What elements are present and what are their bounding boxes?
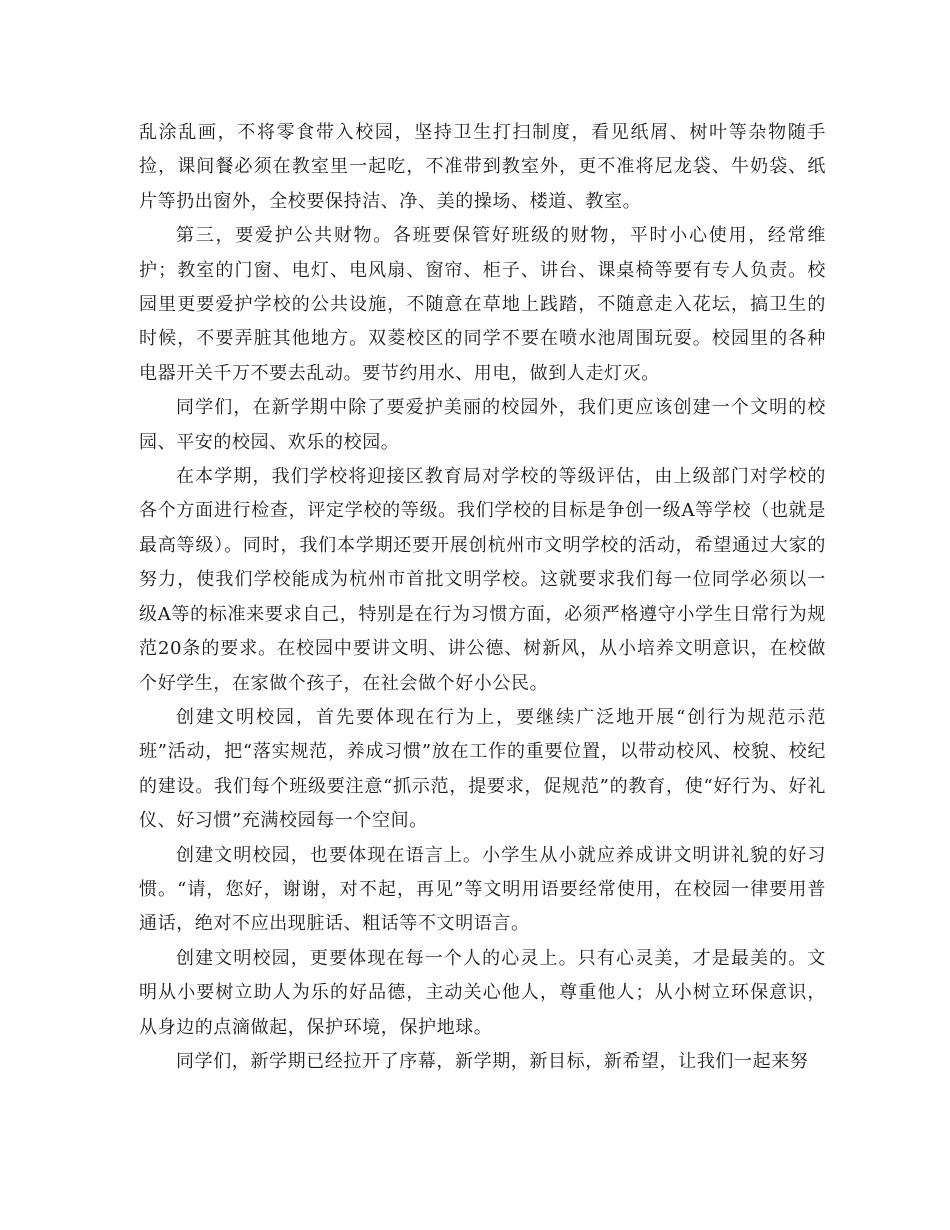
paragraph-6: 创建文明校园，也要体现在语言上。小学生从小就应养成讲文明讲礼貌的好习惯。“请，您好，谢谢，对不起，再见”等文明用语要经常使用，在校园一律要用普通话，绝对不应出现脏话、粗话等不文明语言。 xyxy=(139,844,826,935)
paragraph-7: 创建文明校园，更要体现在每一个人的心灵上。只有心灵美，才是最美的。文明从小要树立助人为乐的好品德，主动关心他人，尊重他人；从小树立环保意识，从身边的点滴做起，保护环境，保护地球。 xyxy=(139,947,826,1038)
paragraph-4: 在本学期，我们学校将迎接区教育局对学校的等级评估，由上级部门对学校的各个方面进行检查，评定学校的等级。我们学校的目标是争创一级A等学校（也就是最高等级）。同时，我们本学期还要开展创杭州市文明学校的活动，希望通过大家的努力，使我们学校能成为杭州市首批文明学校。这就要求我们每一位同学必须以一级A等的标准来要求自己，特别是在行为习惯方面，必须严格遵守小学生日常行为规范20条的要求。在校园中要讲文明、讲公德、树新风，从小培养文明意识，在校做个好学生，在家做个孩子，在社会做个好小公民。 xyxy=(139,466,826,694)
paragraph-5: 创建文明校园，首先要体现在行为上，要继续广泛地开展“创行为规范示范班”活动，把“落实规范，养成习惯”放在工作的重要位置，以带动校风、校貌、校纪的建设。我们每个班级要注意“抓示范，提要求，促规范”的教育，使“好行为、好礼仪、好习惯”充满校园每一个空间。 xyxy=(139,706,826,832)
paragraph-3: 同学们，在新学期中除了要爱护美丽的校园外，我们更应该创建一个文明的校园、平安的校园、欢乐的校园。 xyxy=(139,397,826,453)
paragraph-8: 同学们，新学期已经拉开了序幕，新学期，新目标，新希望，让我们一起来努 xyxy=(176,1050,809,1072)
paragraph-1: 乱涂乱画，不将零食带入校园，坚持卫生打扫制度，看见纸屑、树叶等杂物随手捡，课间餐必须在教室里一起吃，不准带到教室外，更不准将尼龙袋、牛奶袋、纸片等扔出窗外，全校要保持洁、净、美的操场、楼道、教室。 xyxy=(139,122,826,212)
paragraph-2: 第三，要爱护公共财物。各班要保管好班级的财物，平时小心使用，经常维护；教室的门窗、电灯、电风扇、窗帘、柜子、讲台、课桌椅等要有专人负责。校园里更要爱护学校的公共设施，不随意在草地上践踏，不随意走入花坛，搞卫生的时候，不要弄脏其他地方。双菱校区的同学不要在喷水池周围玩耍。校园里的各种电器开关千万不要去乱动。要节约用水、用电，做到人走灯灭。 xyxy=(139,225,826,384)
